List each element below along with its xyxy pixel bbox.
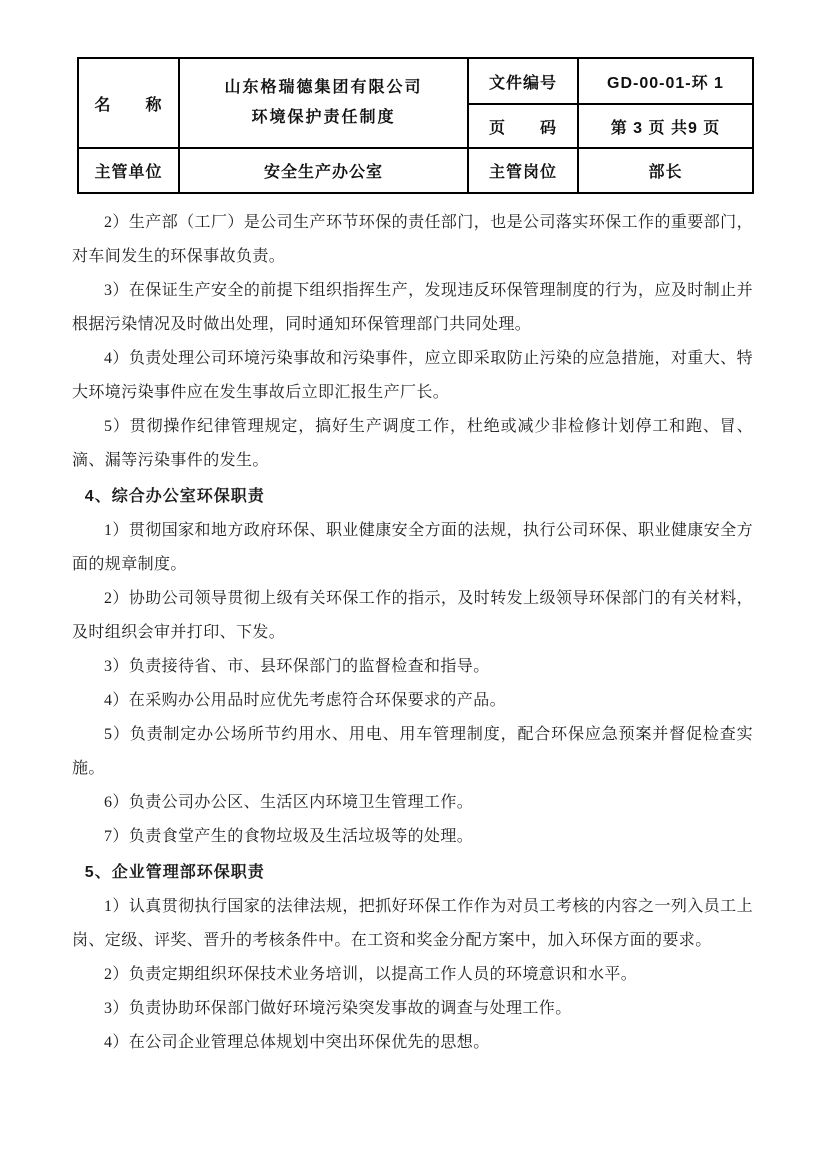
responsible-post-value: 部长 xyxy=(578,148,753,193)
doc-number-label: 文件编号 xyxy=(468,58,578,104)
document-body xyxy=(72,206,753,1060)
responsible-unit-label: 主管单位 xyxy=(78,148,179,193)
paragraph-receive-inspections: 3）负责接待省、市、县环保部门的监督检查和指导。 xyxy=(104,658,490,675)
paragraph-training: 2）负责定期组织环保技术业务培训，以提高工作人员的环境意识和水平。 xyxy=(104,966,638,983)
page-number-value: 第 3 页 共9 页 xyxy=(578,104,753,148)
paragraph-canteen-waste: 7）负责食堂产生的食物垃圾及生活垃圾等的处理。 xyxy=(104,828,474,845)
paragraph-organize-production-safely: 3）在保证生产安全的前提下组织指挥生产，发现违反环保管理制度的行为，应及时制止并根据污染情况及时做出处理，同时通知环保管理部门共同处理。 xyxy=(72,282,753,333)
paragraph-incident-investigation: 3）负责协助环保部门做好环境污染突发事故的调查与处理工作。 xyxy=(104,1000,572,1017)
paragraph-green-procurement: 4）在采购办公用品时应优先考虑符合环保要求的产品。 xyxy=(104,692,507,709)
section-heading-enterprise-management: 5、企业管理部环保职责 xyxy=(84,864,265,881)
page-number-label: 页 码 xyxy=(468,104,578,148)
document-header-table xyxy=(77,57,754,194)
document-title-cell xyxy=(179,58,468,148)
document-title-line2: 环境保护责任制度 xyxy=(251,109,396,126)
responsible-post-label: 主管岗位 xyxy=(468,148,578,193)
paragraph-sanitation-management: 6）负责公司办公区、生活区内环境卫生管理工作。 xyxy=(104,794,474,811)
section-heading-general-office: 4、综合办公室环保职责 xyxy=(84,488,265,505)
paragraph-implement-laws: 1）贯彻国家和地方政府环保、职业健康安全方面的法规，执行公司环保、职业健康安全方面的规章制度。 xyxy=(72,522,753,573)
paragraph-pollution-incident-handling: 4）负责处理公司环境污染事故和污染事件，应立即采取防止污染的应急措施，对重大、特大环境污染事件应在发生事故后立即汇报生产厂长。 xyxy=(72,350,753,401)
paragraph-office-resource-rules: 5）负责制定办公场所节约用水、用电、用车管理制度，配合环保应急预案并督促检查实施。 xyxy=(72,726,753,777)
doc-number-value: GD-00-01-环 1 xyxy=(578,58,753,104)
paragraph-employee-assessment: 1）认真贯彻执行国家的法律法规，把抓好环保工作作为对员工考核的内容之一列入员工上岗、定级、评奖、晋升的考核条件中。在工资和奖金分配方案中，加入环保方面的要求。 xyxy=(72,898,753,949)
paragraph-operation-discipline: 5）贯彻操作纪律管理规定，搞好生产调度工作，杜绝或减少非检修计划停工和跑、冒、滴、漏等污染事件的发生。 xyxy=(72,418,753,469)
responsible-unit-value: 安全生产办公室 xyxy=(179,148,468,193)
paragraph-assist-leadership: 2）协助公司领导贯彻上级有关环保工作的指示，及时转发上级领导环保部门的有关材料，及时组织会审并打印、下发。 xyxy=(72,590,753,641)
document-title-line1: 山东格瑞德集团有限公司 xyxy=(224,79,423,96)
name-label: 名 称 xyxy=(78,58,179,148)
paragraph-production-dept-responsibility: 2）生产部（工厂）是公司生产环节环保的责任部门，也是公司落实环保工作的重要部门，对车间发生的环保事故负责。 xyxy=(72,214,753,265)
paragraph-planning-priority: 4）在公司企业管理总体规划中突出环保优先的思想。 xyxy=(104,1034,490,1051)
